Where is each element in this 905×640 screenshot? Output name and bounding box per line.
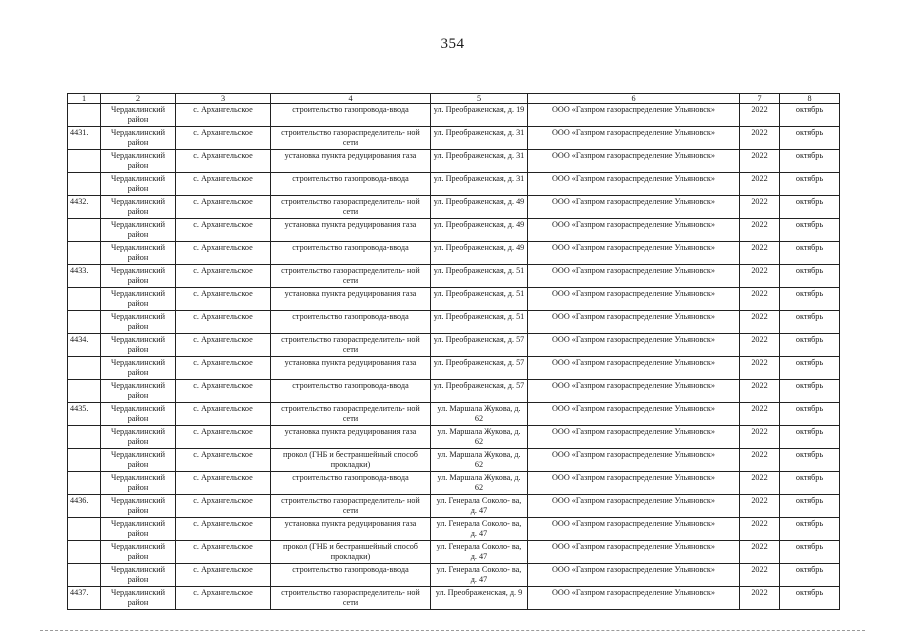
address-cell: ул. Преображенская, д. 9 [431,587,528,610]
table-row [68,104,840,127]
month-cell: октябрь [780,495,840,518]
settlement-cell: с. Архангельское [176,219,271,242]
month-cell: октябрь [780,173,840,196]
work-type-cell: строительство газопровода-ввода [271,311,431,334]
page-bottom-rule [40,630,865,631]
column-header: 7 [740,94,780,104]
district-cell: Чердаклинский район [101,242,176,265]
year-cell: 2022 [740,403,780,426]
month-cell: октябрь [780,311,840,334]
table-row [68,173,840,196]
organization-cell: ООО «Газпром газораспределение Ульяновск» [528,357,740,380]
work-type-cell: установка пункта редуцирования газа [271,150,431,173]
organization-cell: ООО «Газпром газораспределение Ульяновск» [528,242,740,265]
address-cell: ул. Генерала Соколо- ва, д. 47 [431,495,528,518]
organization-cell: ООО «Газпром газораспределение Ульяновск» [528,495,740,518]
year-cell: 2022 [740,426,780,449]
row-number [68,541,101,564]
table-row [68,127,840,150]
row-number: 4435. [68,403,101,426]
organization-cell: ООО «Газпром газораспределение Ульяновск» [528,265,740,288]
table-row [68,403,840,426]
address-cell: ул. Маршала Жукова, д. 62 [431,472,528,495]
month-cell: октябрь [780,449,840,472]
month-cell: октябрь [780,104,840,127]
organization-cell: ООО «Газпром газораспределение Ульяновск» [528,380,740,403]
year-cell: 2022 [740,541,780,564]
work-type-cell: строительство газораспределитель- ной сети [271,127,431,150]
organization-cell: ООО «Газпром газораспределение Ульяновск» [528,426,740,449]
table-row [68,219,840,242]
organization-cell: ООО «Газпром газораспределение Ульяновск» [528,334,740,357]
address-cell: ул. Преображенская, д. 51 [431,288,528,311]
work-type-cell: установка пункта редуцирования газа [271,219,431,242]
month-cell: октябрь [780,426,840,449]
address-cell: ул. Генерала Соколо- ва, д. 47 [431,541,528,564]
gasification-registry-table [67,93,840,610]
settlement-cell: с. Архангельское [176,127,271,150]
address-cell: ул. Преображенская, д. 57 [431,380,528,403]
year-cell: 2022 [740,150,780,173]
year-cell: 2022 [740,449,780,472]
row-number [68,472,101,495]
row-number: 4436. [68,495,101,518]
month-cell: октябрь [780,242,840,265]
settlement-cell: с. Архангельское [176,426,271,449]
work-type-cell: строительство газораспределитель- ной сети [271,334,431,357]
organization-cell: ООО «Газпром газораспределение Ульяновск» [528,173,740,196]
settlement-cell: с. Архангельское [176,173,271,196]
work-type-cell: строительство газопровода-ввода [271,380,431,403]
work-type-cell: строительство газораспределитель- ной сети [271,196,431,219]
row-number: 4437. [68,587,101,610]
organization-cell: ООО «Газпром газораспределение Ульяновск» [528,196,740,219]
table-row [68,426,840,449]
address-cell: ул. Преображенская, д. 49 [431,219,528,242]
work-type-cell: установка пункта редуцирования газа [271,288,431,311]
year-cell: 2022 [740,518,780,541]
organization-cell: ООО «Газпром газораспределение Ульяновск» [528,564,740,587]
settlement-cell: с. Архангельское [176,380,271,403]
year-cell: 2022 [740,265,780,288]
table-row [68,518,840,541]
district-cell: Чердаклинский район [101,104,176,127]
year-cell: 2022 [740,495,780,518]
table-row [68,311,840,334]
row-number: 4432. [68,196,101,219]
organization-cell: ООО «Газпром газораспределение Ульяновск» [528,127,740,150]
organization-cell: ООО «Газпром газораспределение Ульяновск» [528,541,740,564]
column-header: 4 [271,94,431,104]
year-cell: 2022 [740,242,780,265]
month-cell: октябрь [780,265,840,288]
work-type-cell: строительство газопровода-ввода [271,472,431,495]
year-cell: 2022 [740,380,780,403]
settlement-cell: с. Архангельское [176,449,271,472]
work-type-cell: строительство газопровода-ввода [271,173,431,196]
month-cell: октябрь [780,357,840,380]
address-cell: ул. Маршала Жукова, д. 62 [431,449,528,472]
address-cell: ул. Преображенская, д. 51 [431,265,528,288]
district-cell: Чердаклинский район [101,127,176,150]
address-cell: ул. Преображенская, д. 31 [431,173,528,196]
district-cell: Чердаклинский район [101,472,176,495]
settlement-cell: с. Архангельское [176,334,271,357]
month-cell: октябрь [780,564,840,587]
settlement-cell: с. Архангельское [176,242,271,265]
table-row [68,357,840,380]
address-cell: ул. Генерала Соколо- ва, д. 47 [431,564,528,587]
district-cell: Чердаклинский район [101,587,176,610]
row-number [68,219,101,242]
district-cell: Чердаклинский район [101,449,176,472]
district-cell: Чердаклинский район [101,150,176,173]
table-row [68,541,840,564]
district-cell: Чердаклинский район [101,219,176,242]
settlement-cell: с. Архангельское [176,564,271,587]
month-cell: октябрь [780,518,840,541]
row-number [68,564,101,587]
district-cell: Чердаклинский район [101,196,176,219]
table-row [68,150,840,173]
work-type-cell: строительство газопровода-ввода [271,104,431,127]
work-type-cell: строительство газораспределитель- ной сети [271,265,431,288]
address-cell: ул. Преображенская, д. 51 [431,311,528,334]
month-cell: октябрь [780,587,840,610]
row-number [68,426,101,449]
address-cell: ул. Маршала Жукова, д. 62 [431,426,528,449]
district-cell: Чердаклинский район [101,334,176,357]
month-cell: октябрь [780,288,840,311]
year-cell: 2022 [740,587,780,610]
year-cell: 2022 [740,196,780,219]
settlement-cell: с. Архангельское [176,265,271,288]
column-header: 2 [101,94,176,104]
row-number [68,104,101,127]
table-row [68,265,840,288]
row-number [68,288,101,311]
month-cell: октябрь [780,127,840,150]
column-number-row [68,94,840,104]
organization-cell: ООО «Газпром газораспределение Ульяновск» [528,472,740,495]
district-cell: Чердаклинский район [101,357,176,380]
column-header: 6 [528,94,740,104]
table-row [68,495,840,518]
work-type-cell: установка пункта редуцирования газа [271,518,431,541]
settlement-cell: с. Архангельское [176,403,271,426]
organization-cell: ООО «Газпром газораспределение Ульяновск» [528,449,740,472]
column-header: 3 [176,94,271,104]
column-header: 5 [431,94,528,104]
district-cell: Чердаклинский район [101,265,176,288]
table-row [68,564,840,587]
settlement-cell: с. Архангельское [176,587,271,610]
address-cell: ул. Преображенская, д. 57 [431,334,528,357]
organization-cell: ООО «Газпром газораспределение Ульяновск» [528,104,740,127]
row-number [68,311,101,334]
table-row [68,196,840,219]
table-row [68,449,840,472]
address-cell: ул. Преображенская, д. 31 [431,150,528,173]
work-type-cell: строительство газораспределитель- ной сети [271,587,431,610]
district-cell: Чердаклинский район [101,518,176,541]
district-cell: Чердаклинский район [101,173,176,196]
column-header: 1 [68,94,101,104]
row-number [68,150,101,173]
settlement-cell: с. Архангельское [176,288,271,311]
row-number [68,518,101,541]
work-type-cell: строительство газораспределитель- ной сети [271,403,431,426]
year-cell: 2022 [740,127,780,150]
table-row [68,380,840,403]
month-cell: октябрь [780,196,840,219]
settlement-cell: с. Архангельское [176,518,271,541]
month-cell: октябрь [780,334,840,357]
settlement-cell: с. Архангельское [176,495,271,518]
address-cell: ул. Преображенская, д. 49 [431,242,528,265]
work-type-cell: строительство газопровода-ввода [271,564,431,587]
row-number [68,242,101,265]
settlement-cell: с. Архангельское [176,196,271,219]
month-cell: октябрь [780,380,840,403]
settlement-cell: с. Архангельское [176,541,271,564]
month-cell: октябрь [780,150,840,173]
address-cell: ул. Преображенская, д. 57 [431,357,528,380]
settlement-cell: с. Архангельское [176,150,271,173]
year-cell: 2022 [740,472,780,495]
row-number: 4433. [68,265,101,288]
row-number [68,173,101,196]
organization-cell: ООО «Газпром газораспределение Ульяновск» [528,403,740,426]
district-cell: Чердаклинский район [101,288,176,311]
month-cell: октябрь [780,219,840,242]
settlement-cell: с. Архангельское [176,357,271,380]
month-cell: октябрь [780,472,840,495]
work-type-cell: прокол (ГНБ и бестраншейный способ прокладки) [271,449,431,472]
organization-cell: ООО «Газпром газораспределение Ульяновск» [528,587,740,610]
year-cell: 2022 [740,357,780,380]
table-row [68,472,840,495]
organization-cell: ООО «Газпром газораспределение Ульяновск» [528,518,740,541]
row-number: 4431. [68,127,101,150]
organization-cell: ООО «Газпром газораспределение Ульяновск» [528,219,740,242]
settlement-cell: с. Архангельское [176,311,271,334]
district-cell: Чердаклинский район [101,426,176,449]
table-row [68,242,840,265]
year-cell: 2022 [740,288,780,311]
year-cell: 2022 [740,311,780,334]
year-cell: 2022 [740,334,780,357]
work-type-cell: прокол (ГНБ и бестраншейный способ прокладки) [271,541,431,564]
address-cell: ул. Преображенская, д. 49 [431,196,528,219]
district-cell: Чердаклинский район [101,495,176,518]
column-header: 8 [780,94,840,104]
row-number [68,380,101,403]
work-type-cell: строительство газопровода-ввода [271,242,431,265]
organization-cell: ООО «Газпром газораспределение Ульяновск» [528,288,740,311]
year-cell: 2022 [740,564,780,587]
year-cell: 2022 [740,219,780,242]
row-number [68,357,101,380]
address-cell: ул. Преображенская, д. 31 [431,127,528,150]
table-row [68,334,840,357]
district-cell: Чердаклинский район [101,541,176,564]
district-cell: Чердаклинский район [101,380,176,403]
year-cell: 2022 [740,104,780,127]
work-type-cell: строительство газораспределитель- ной сети [271,495,431,518]
address-cell: ул. Преображенская, д. 19 [431,104,528,127]
organization-cell: ООО «Газпром газораспределение Ульяновск» [528,311,740,334]
month-cell: октябрь [780,403,840,426]
district-cell: Чердаклинский район [101,564,176,587]
row-number: 4434. [68,334,101,357]
row-number [68,449,101,472]
settlement-cell: с. Архангельское [176,472,271,495]
page-number: 354 [440,36,465,52]
work-type-cell: установка пункта редуцирования газа [271,426,431,449]
district-cell: Чердаклинский район [101,403,176,426]
district-cell: Чердаклинский район [101,311,176,334]
address-cell: ул. Генерала Соколо- ва, д. 47 [431,518,528,541]
table-row [68,587,840,610]
year-cell: 2022 [740,173,780,196]
organization-cell: ООО «Газпром газораспределение Ульяновск» [528,150,740,173]
address-cell: ул. Маршала Жукова, д. 62 [431,403,528,426]
settlement-cell: с. Архангельское [176,104,271,127]
month-cell: октябрь [780,541,840,564]
table-row [68,288,840,311]
table-body [68,104,840,610]
work-type-cell: установка пункта редуцирования газа [271,357,431,380]
